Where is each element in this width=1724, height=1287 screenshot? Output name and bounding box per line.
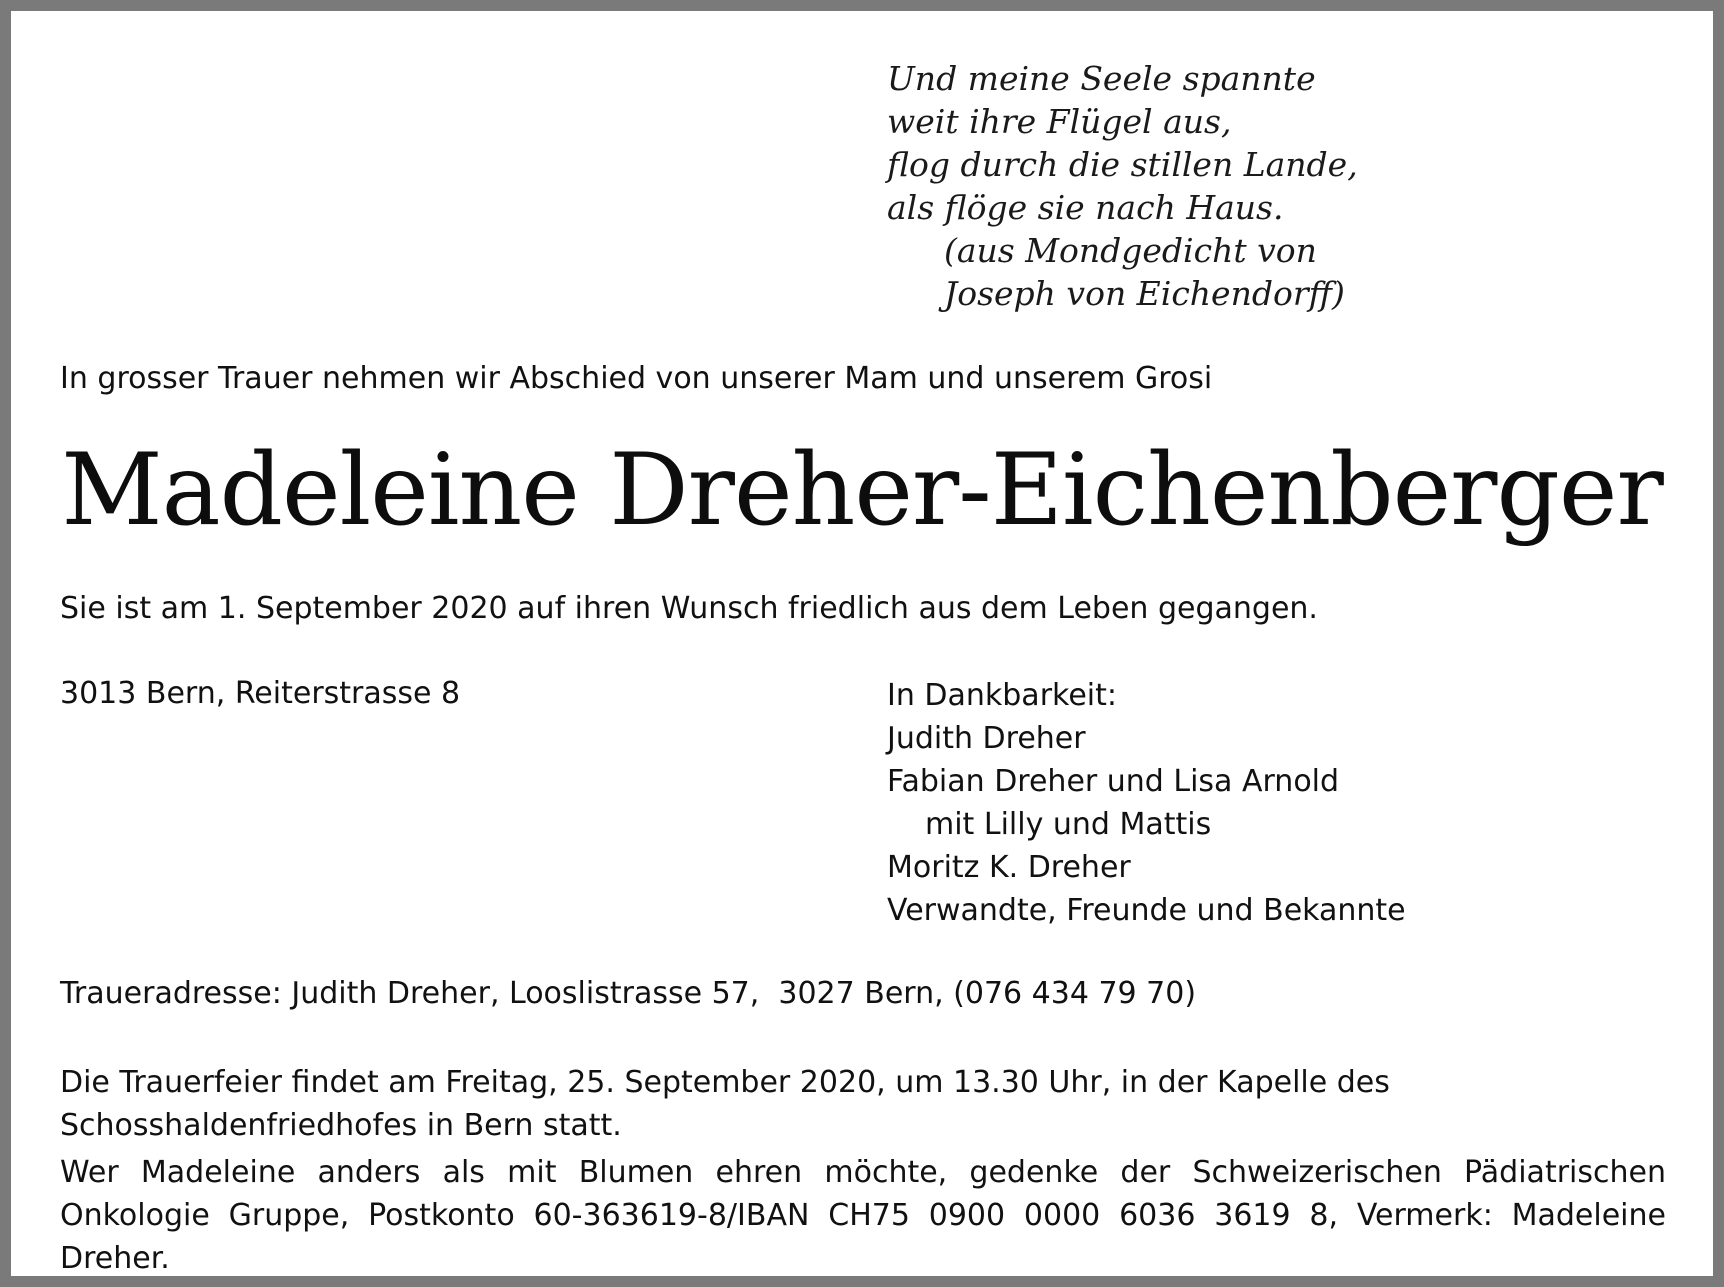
poem-quote (887, 57, 1358, 315)
poem-credit-line: Joseph von Eichendorff) (944, 274, 1345, 313)
passing-statement: Sie ist am 1. September 2020 auf ihren Wunsch friedlich aus dem Leben gegangen. (60, 591, 1318, 626)
mourner-name: Verwandte, Freunde und Bekannte (887, 893, 1406, 928)
poem-line: als flöge sie nach Haus. (887, 188, 1284, 227)
mourner-name: mit Lilly und Mattis (925, 807, 1212, 842)
intro-text: In grosser Trauer nehmen wir Abschied von unserer Mam und unserem Grosi (60, 361, 1213, 396)
thanks-block (887, 674, 1406, 932)
poem-line: weit ihre Flügel aus, (887, 102, 1232, 141)
obituary-notice (11, 11, 1713, 1276)
thanks-heading: In Dankbarkeit: (887, 678, 1117, 713)
poem-line: flog durch die stillen Lande, (887, 145, 1358, 184)
mourner-name: Fabian Dreher und Lisa Arnold (887, 764, 1340, 799)
poem-line: Und meine Seele spannte (887, 59, 1316, 98)
mourning-address: Traueradresse: Judith Dreher, Looslistrasse 57, 3027 Bern, (076 434 79 70) (60, 976, 1197, 1011)
home-address: 3013 Bern, Reiterstrasse 8 (60, 676, 461, 711)
ceremony-info: Die Trauerfeier findet am Freitag, 25. September 2020, um 13.30 Uhr, in der Kapelle des Schosshaldenfriedhofes in Bern statt. (60, 1065, 1390, 1143)
donation-info: Wer Madeleine anders als mit Blumen ehren möchte, gedenke der Schweizerischen Pädiatrischen Onkologie Gruppe, Postkonto 60-363619-8/IBAN CH75 0900 0000 6036 3619 8, Vermerk: Madeleine Dreher. (60, 1155, 1666, 1276)
deceased-name: Madeleine Dreher-Eichenberger (61, 433, 1663, 548)
mourner-name: Judith Dreher (887, 721, 1086, 756)
mourner-name: Moritz K. Dreher (887, 850, 1131, 885)
poem-credit-line: (aus Mondgedicht von (944, 231, 1317, 270)
